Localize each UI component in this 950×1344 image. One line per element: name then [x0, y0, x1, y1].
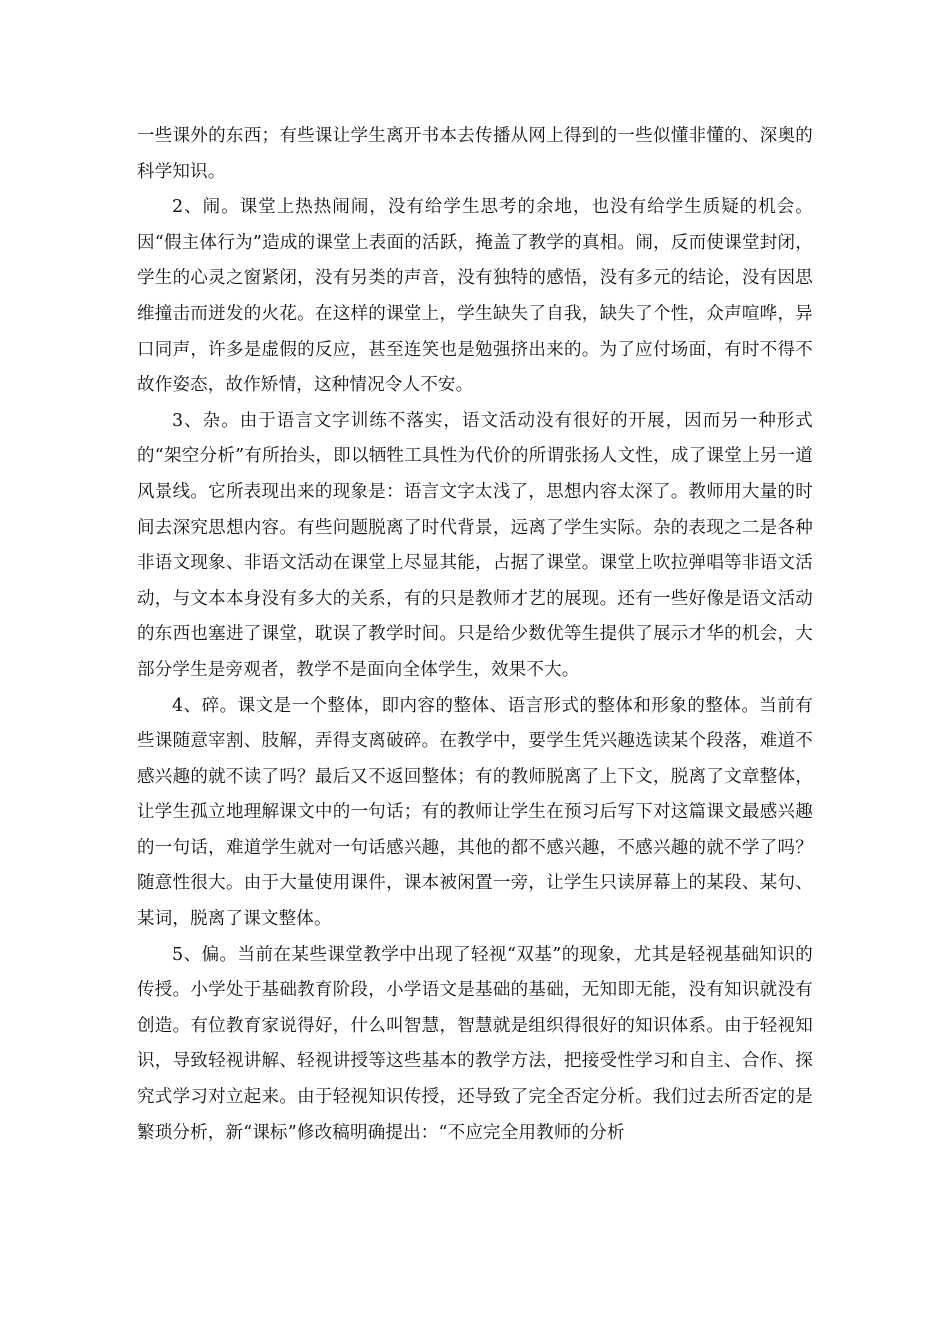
document-body: [137, 119, 813, 1151]
paragraph-1: 一些课外的东西；有些课让学生离开书本去传播从网上得到的一些似懂非懂的、深奥的科学知识。: [137, 126, 813, 182]
paragraph-5: 5、偏。当前在某些课堂教学中出现了轻视“双基”的现象，尤其是轻视基础知识的传授。小学处于基础教育阶段，小学语文是基础的基础，无知即无能，没有知识就没有创造。有位教育家说得好，什么叫智慧，智慧就是组织得很好的知识体系。由于轻视知识，导致轻视讲解、轻视讲授等这些基本的教学方法，把接受性学习和自主、合作、探究式学习对立起来。由于轻视知识传授，还导致了完全否定分析。我们过去所否定的是繁琐分析，新“课标”修改稿明确提出：“不应完全用教师的分析: [137, 944, 813, 1143]
paragraph-3: 3、杂。由于语言文字训练不落实，语文活动没有很好的开展，因而另一种形式的“架空分析”有所抬头，即以牺牲工具性为代价的所谓张扬人文性，成了课堂上另一道风景线。它所表现出来的现象是：语言文字太浅了，思想内容太深了。教师用大量的时间去深究思想内容。有些问题脱离了时代背景，远离了学生实际。杂的表现之二是各种非语文现象、非语文活动在课堂上尽显其能，占据了课堂。课堂上吹拉弹唱等非语文活动，与文本本身没有多大的关系，有的只是教师才艺的展现。还有一些好像是语文活动的东西也塞进了课堂，耽误了教学时间。只是给少数优等生提供了展示才华的机会，大部分学生是旁观者，教学不是面向全体学生，效果不大。: [137, 410, 813, 680]
paragraph-4: 4、碎。课文是一个整体，即内容的整体、语言形式的整体和形象的整体。当前有些课随意宰割、肢解，弄得支离破碎。在教学中，要学生凭兴趣选读某个段落，难道不感兴趣的就不读了吗？最后又不返回整体；有的教师脱离了上下文，脱离了文章整体，让学生孤立地理解课文中的一句话；有的教师让学生在预习后写下对这篇课文最感兴趣的一句话，难道学生就对一句话感兴趣，其他的都不感兴趣，不感兴趣的就不学了吗？随意性很大。由于大量使用课件，课本被闲置一旁，让学生只读屏幕上的某段、某句、某词，脱离了课文整体。: [137, 695, 813, 930]
paragraph-2: 2、闹。课堂上热热闹闹，没有给学生思考的余地，也没有给学生质疑的机会。因“假主体行为”造成的课堂上表面的活跃，掩盖了教学的真相。闹，反而使课堂封闭，学生的心灵之窗紧闭，没有另类的声音，没有独特的感悟，没有多元的结论，没有因思维撞击而迸发的火花。在这样的课堂上，学生缺失了自我，缺失了个性，众声喧哗，异口同声，许多是虚假的反应，甚至连笑也是勉强挤出来的。为了应付场面，有时不得不故作姿态，故作矫情，这种情况令人不安。: [137, 197, 813, 396]
